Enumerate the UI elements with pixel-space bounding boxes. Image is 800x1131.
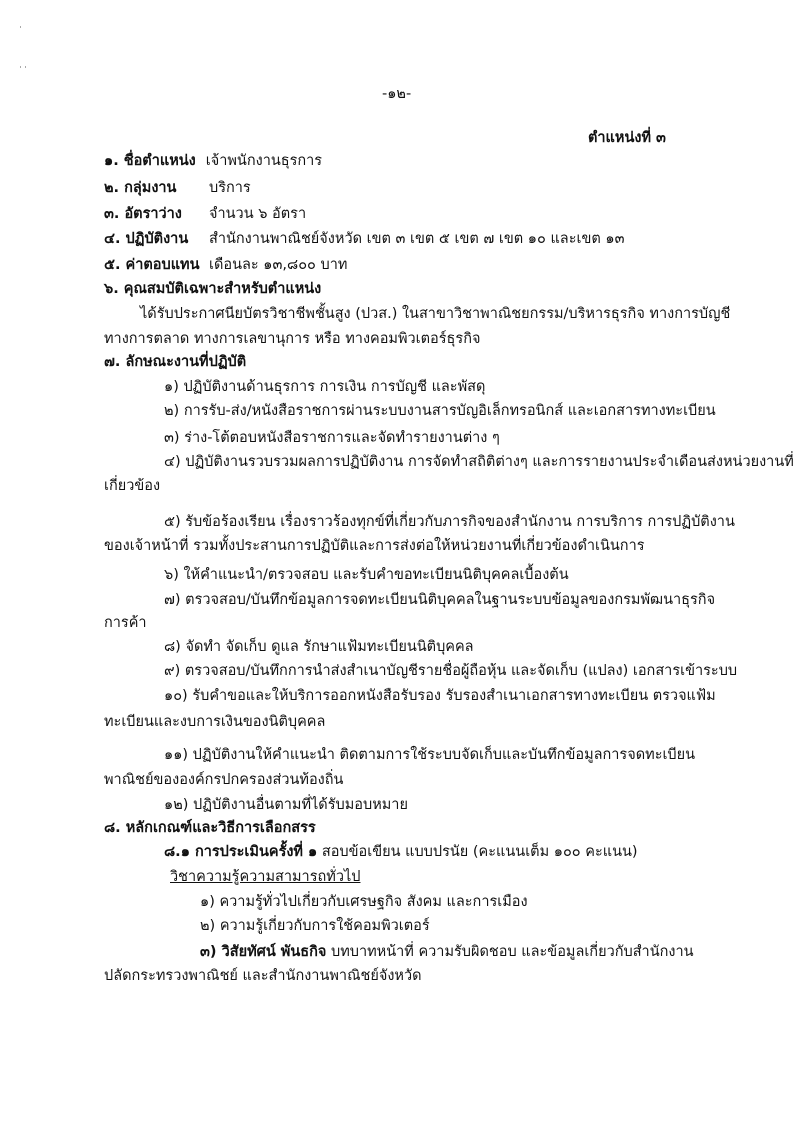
subject-item-continued: ปลัดกระทรวงพาณิชย์ และสำนักงานพาณิชย์จังหวัด: [104, 968, 422, 984]
duty-item: ๘) จัดทำ จัดเก็บ ดูแล รักษาแฟ้มทะเบียนนิติบุคคล: [164, 639, 474, 655]
duty-item: ๗) ตรวจสอบ/บันทึกข้อมูลการจดทะเบียนนิติบุคคลในฐานระบบข้อมูลของกรมพัฒนาธุรกิจ: [164, 592, 716, 608]
item-label: ๓. อัตราว่าง: [104, 206, 182, 222]
subject-item-label: ๓) วิสัยทัศน์ พันธกิจ: [200, 944, 327, 960]
duty-item-continued: เกี่ยวข้อง: [104, 478, 161, 494]
duty-item-continued: การค้า: [104, 615, 147, 631]
evaluation-round-detail: สอบข้อเขียน แบบปรนัย (คะแนนเต็ม ๑๐๐ คะแนน): [321, 844, 638, 860]
duty-item-continued: ของเจ้าหน้าที่ รวมทั้งประสานการปฏิบัติและการส่งต่อให้หน่วยงานที่เกี่ยวข้องดำเนินการ: [104, 538, 645, 554]
duty-item-continued: ทะเบียนและงบการเงินของนิติบุคคล: [104, 714, 326, 730]
duty-item: ๑) ปฏิบัติงานด้านธุรการ การเงิน การบัญชี และพัสดุ: [164, 379, 486, 395]
page-number: -๑๒-: [382, 86, 412, 102]
duty-item: ๒) การรับ-ส่ง/หนังสือราชการผ่านระบบงานสารบัญอิเล็กทรอนิกส์ และเอกสารทางทะเบียน: [164, 403, 716, 419]
duty-item: ๔) ปฏิบัติงานรวบรวมผลการปฏิบัติงาน การจัดทำสถิติต่างๆ และการรายงานประจำเดือนส่งหน่วยงานที่: [164, 454, 794, 470]
item-label: ๒. กลุ่มงาน: [104, 180, 177, 196]
selection-heading: ๘. หลักเกณฑ์และวิธีการเลือกสรร: [104, 820, 316, 836]
item-value: เจ้าพนักงานธุรการ: [205, 153, 323, 169]
duty-item: ๖) ให้คำแนะนำ/ตรวจสอบ และรับคำขอทะเบียนนิติบุคคลเบื้องต้น: [164, 567, 569, 583]
duties-heading: ๗. ลักษณะงานที่ปฏิบัติ: [104, 354, 247, 370]
subject-item: [200, 942, 694, 962]
duty-item: ๕) รับข้อร้องเรียน เรื่องราวร้องทุกข์ที่เกี่ยวกับภารกิจของสำนักงาน การบริการ การปฏิบัติงาน: [164, 514, 735, 530]
item-label: ๕. ค่าตอบแทน: [104, 257, 200, 273]
duty-item-continued: พาณิชย์ขององค์กรปกครองส่วนท้องถิ่น: [104, 772, 344, 788]
scan-mark: ˙: [18, 26, 23, 37]
subject-heading: วิชาความรู้ความสามารถทั่วไป: [170, 869, 361, 885]
scan-mark: ˙˙: [18, 66, 28, 77]
item-value: เดือนละ ๑๓,๘๐๐ บาท: [209, 257, 348, 273]
duty-item: ๑๐) รับคำขอและให้บริการออกหนังสือรับรอง รับรองสำเนาเอกสารทางทะเบียน ตรวจแฟ้ม: [164, 688, 716, 704]
item-vacancy: [104, 204, 306, 224]
item-qualification-heading: ๖. คุณสมบัติเฉพาะสำหรับตำแหน่ง: [104, 281, 322, 297]
qualification-line: ได้รับประกาศนียบัตรวิชาชีพชั้นสูง (ปวส.) ในสาขาวิชาพาณิชยกรรม/บริหารธุรกิจ ทางการบัญชี: [140, 306, 731, 322]
subject-item-detail: บทบาทหน้าที่ ความรับผิดชอบ และข้อมูลเกี่ยวกับสำนักงาน: [331, 944, 694, 960]
duty-item: ๙) ตรวจสอบ/บันทึกการนำส่งสำเนาบัญชีรายชื่อผู้ถือหุ้น และจัดเก็บ (แปลง) เอกสารเข้าระบบ: [164, 663, 738, 679]
duty-item: ๓) ร่าง-โต้ตอบหนังสือราชการและจัดทำรายงานต่าง ๆ: [164, 430, 500, 446]
item-work-group: [104, 178, 251, 198]
item-value: จำนวน ๖ อัตรา: [209, 206, 307, 222]
item-value: สำนักงานพาณิชย์จังหวัด เขต ๓ เขต ๕ เขต ๗ เขต ๑๐ และเขต ๑๓: [209, 231, 625, 247]
item-value: บริการ: [209, 180, 251, 196]
item-label: ๑. ชื่อตำแหน่ง: [104, 153, 196, 169]
item-work-location: [104, 229, 625, 249]
subject-item: ๑) ความรู้ทั่วไปเกี่ยวกับเศรษฐกิจ สังคม และการเมือง: [200, 894, 528, 910]
item-salary: [104, 255, 347, 275]
qualification-line: ทางการตลาด ทางการเลขานุการ หรือ ทางคอมพิวเตอร์ธุรกิจ: [104, 331, 481, 347]
position-number: ตำแหน่งที่ ๓: [588, 130, 666, 146]
duty-item: ๑๑) ปฏิบัติงานให้คำแนะนำ ติดตามการใช้ระบบจัดเก็บและบันทึกข้อมูลการจดทะเบียน: [164, 747, 696, 763]
duty-item: ๑๒) ปฏิบัติงานอื่นตามที่ได้รับมอบหมาย: [164, 797, 408, 813]
evaluation-round-label: ๘.๑ การประเมินครั้งที่ ๑: [164, 844, 318, 860]
item-label: ๔. ปฏิบัติงาน: [104, 231, 189, 247]
item-position-name: [104, 151, 322, 171]
evaluation-round-1: [164, 842, 638, 862]
subject-item: ๒) ความรู้เกี่ยวกับการใช้คอมพิวเตอร์: [200, 918, 430, 934]
